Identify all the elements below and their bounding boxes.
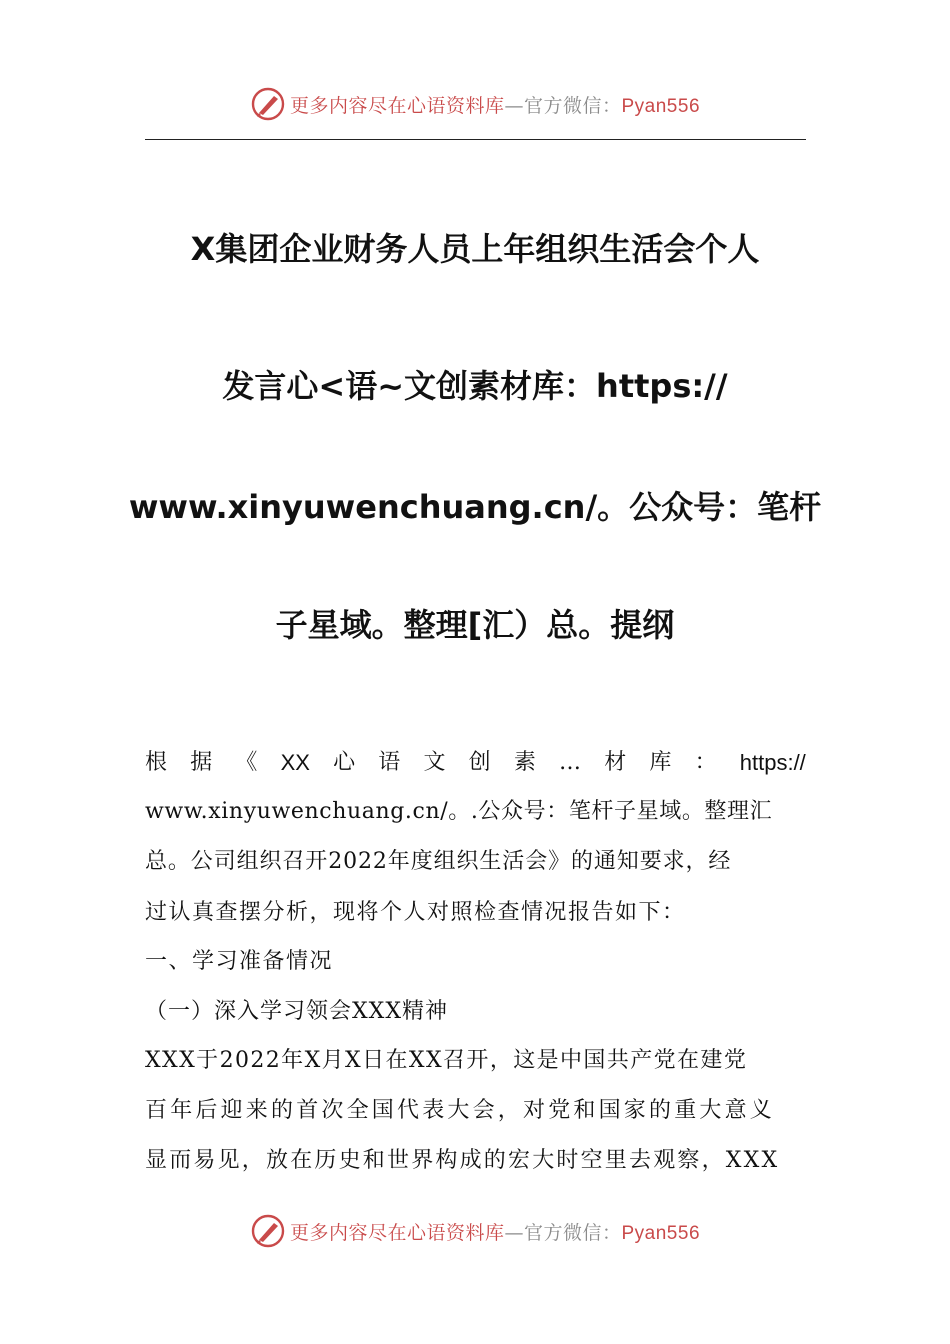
document-title-line-1: X集团企业财务人员上年组织生活会个人 [190, 230, 760, 268]
body-token: 《 [235, 750, 258, 775]
footer-watermark [0, 1211, 950, 1251]
body-token: XX [280, 750, 310, 775]
pen-logo-icon [250, 86, 286, 122]
body-line-2: www.xinyuwenchuang.cn/。.公众号：笔杆子星域。整理汇 [145, 799, 773, 824]
body-token: 据 [190, 750, 213, 775]
body-line-8: 百年后迎来的首次全国代表大会，对党和国家的重大意义 [145, 1098, 776, 1123]
document-title-line-3: www.xinyuwenchuang.cn/。公众号：笔杆 [128, 488, 822, 526]
body-token: 素 [513, 750, 536, 775]
body-token: 文 [423, 750, 446, 775]
body-line-4: 过认真查摆分析，现将个人对照检查情况报告如下： [145, 900, 686, 925]
body-token: 根 [145, 750, 168, 775]
body-token: 心 [333, 750, 356, 775]
subsection-heading: （一）深入学习领会XXX精神 [145, 999, 448, 1024]
body-token: ： [694, 750, 717, 775]
pen-logo-icon [250, 1213, 286, 1249]
body-token: 语 [378, 750, 401, 775]
watermark-text: 更多内容尽在心语资料库—官方微信：Pyan556 [289, 94, 701, 117]
body-line-1 [145, 748, 806, 778]
watermark-text: 更多内容尽在心语资料库—官方微信：Pyan556 [289, 1221, 701, 1244]
body-line-3: 总。公司组织召开2022年度组织生活会》的通知要求，经 [145, 849, 732, 874]
document-title-line-2: 发言心<语~文创素材库：https:// [222, 367, 728, 405]
body-token: … [559, 750, 582, 775]
header-watermark [0, 84, 950, 124]
body-token: 库 [649, 750, 672, 775]
section-heading: 一、学习准备情况 [145, 949, 334, 974]
body-line-9: 显而易见，放在历史和世界构成的宏大时空里去观察，XXX [145, 1148, 780, 1173]
body-token: 材 [604, 750, 627, 775]
document-title-line-4: 子星域。整理[汇）总。提纲 [275, 606, 675, 644]
body-token: 创 [468, 750, 491, 775]
body-link-text: https:// [739, 750, 806, 775]
body-line-7: XXX于2022年X月X日在XX召开，这是中国共产党在建党 [145, 1048, 748, 1073]
header-divider [145, 139, 806, 140]
